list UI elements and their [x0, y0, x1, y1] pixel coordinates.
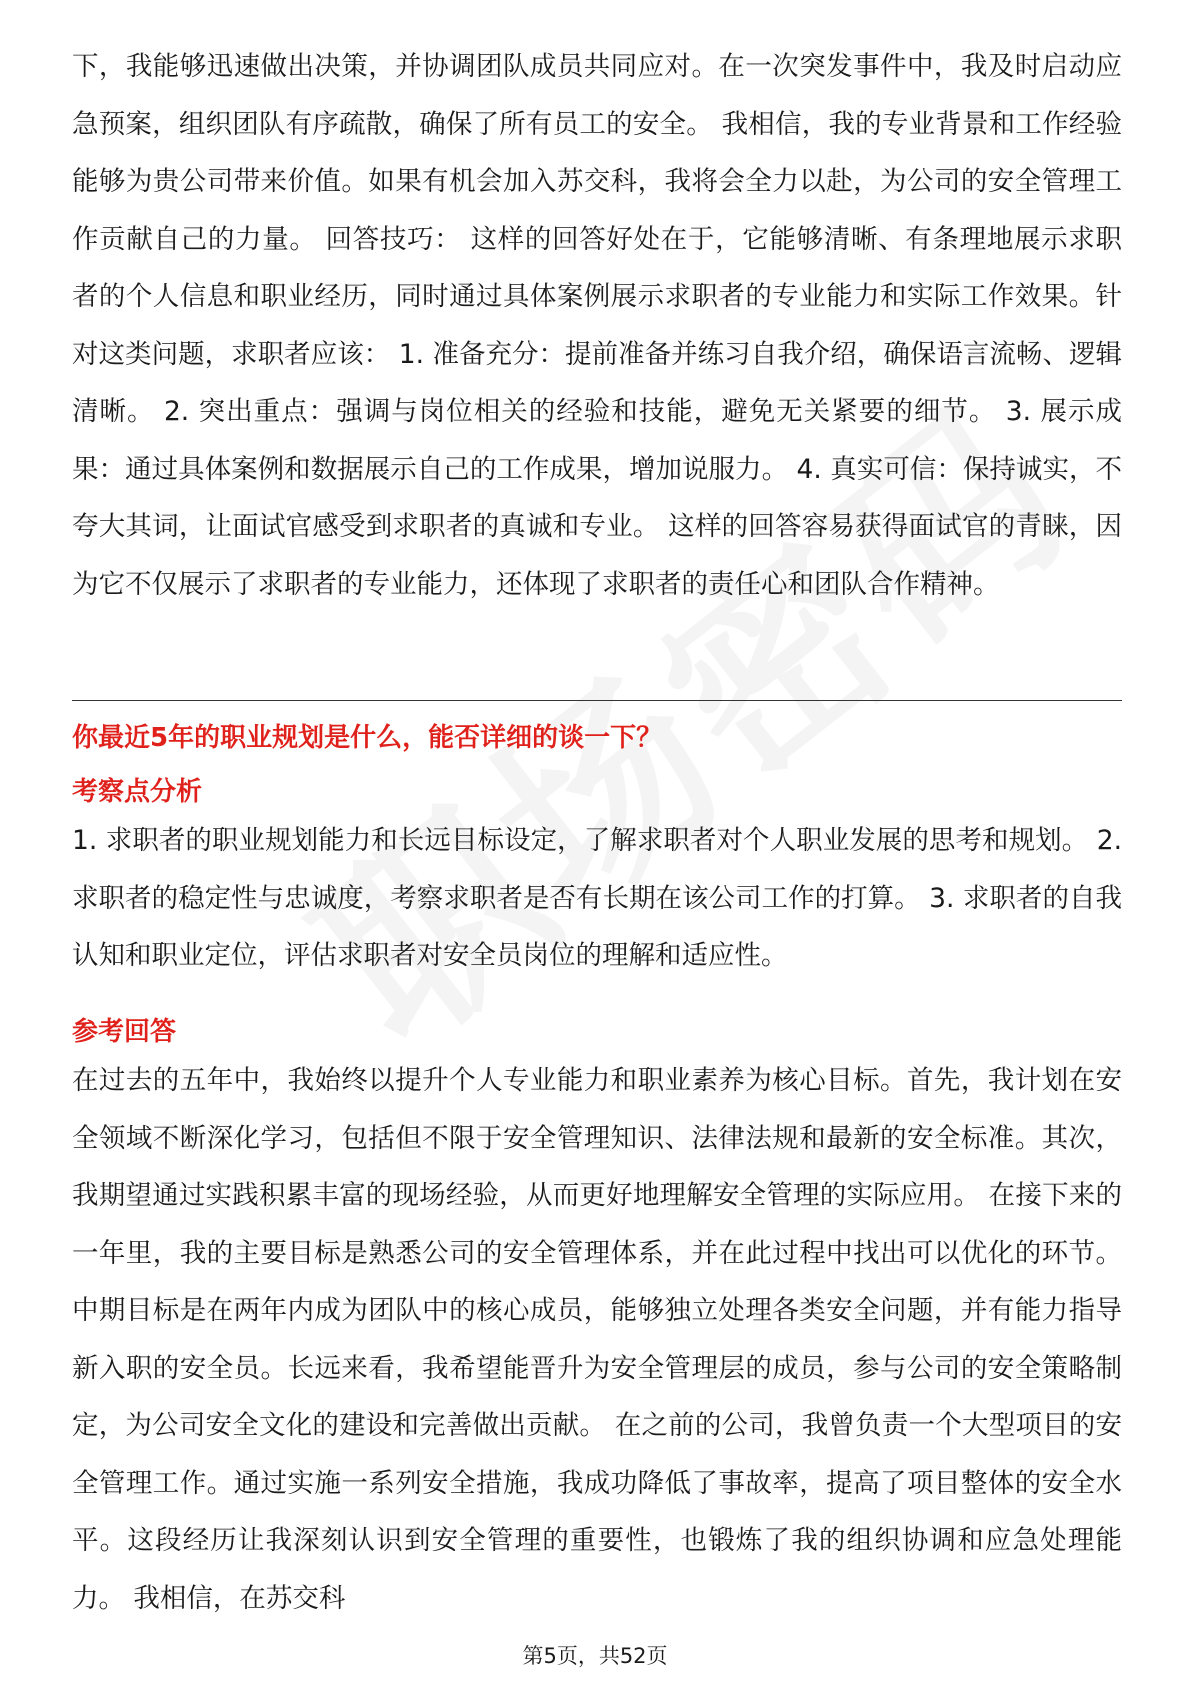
section-divider — [72, 700, 1122, 701]
analysis-heading: 考察点分析 — [72, 777, 203, 807]
question-title: 你最近5年的职业规划是什么，能否详细的谈一下？ — [72, 723, 663, 753]
analysis-block — [72, 812, 1122, 985]
top-paragraph-block — [72, 38, 1122, 613]
top-paragraph: 下，我能够迅速做出决策，并协调团队成员共同应对。在一次突发事件中，我及时启动应急预案，组织团队有序疏散，确保了所有员工的安全。 我相信，我的专业背景和工作经验能够为贵公司带来价值。如果有机会加入苏交科，我将会全力以赴，为公司的安全管理工作贡献自己的力量。 回答技巧： 这样的回答好处在于，它能够清晰、有条理地展示求职者的个人信息和职业经历，同时通过具体案例展示求职者的专业能力和实际工作效果。针对这类问题，求职者应该： 1. 准备充分：提前准备并练习自我介绍，确保语言流畅、逻辑清晰。 2. 突出重点：强调与岗位相关的经验和技能，避免无关紧要的细节。 3. 展示成果：通过具体案例和数据展示自己的工作成果，增加说服力。 4. 真实可信：保持诚实，不夸大其词，让面试官感受到求职者的真诚和专业。 这样的回答容易获得面试官的青睐，因为它不仅展示了求职者的专业能力，还体现了求职者的责任心和团队合作精神。 — [72, 51, 1122, 600]
analysis-text: 1. 求职者的职业规划能力和长远目标设定，了解求职者对个人职业发展的思考和规划。 2. 求职者的稳定性与忠诚度，考察求职者是否有长期在该公司工作的打算。 3. 求职者的自我认知和职业定位，评估求职者对安全员岗位的理解和适应性。 — [72, 825, 1122, 971]
answer-text: 在过去的五年中，我始终以提升个人专业能力和职业素养为核心目标。首先，我计划在安全领域不断深化学习，包括但不限于安全管理知识、法律法规和最新的安全标准。其次，我期望通过实践积累丰富的现场经验，从而更好地理解安全管理的实际应用。 在接下来的一年里，我的主要目标是熟悉公司的安全管理体系，并在此过程中找出可以优化的环节。中期目标是在两年内成为团队中的核心成员，能够独立处理各类安全问题，并有能力指导新入职的安全员。长远来看，我希望能晋升为安全管理层的成员，参与公司的安全策略制定，为公司安全文化的建设和完善做出贡献。 在之前的公司，我曾负责一个大型项目的安全管理工作。通过实施一系列安全措施，我成功降低了事故率，提高了项目整体的安全水平。这段经历让我深刻认识到安全管理的重要性，也锻炼了我的组织协调和应急处理能力。 我相信，在苏交科 — [72, 1065, 1122, 1614]
analysis-heading-block — [72, 772, 1122, 812]
answer-heading-block — [72, 1012, 1122, 1052]
answer-block — [72, 1052, 1122, 1627]
page-footer: 第5页，共52页 — [522, 1644, 668, 1668]
answer-heading: 参考回答 — [72, 1017, 177, 1047]
question-block — [72, 718, 1122, 758]
